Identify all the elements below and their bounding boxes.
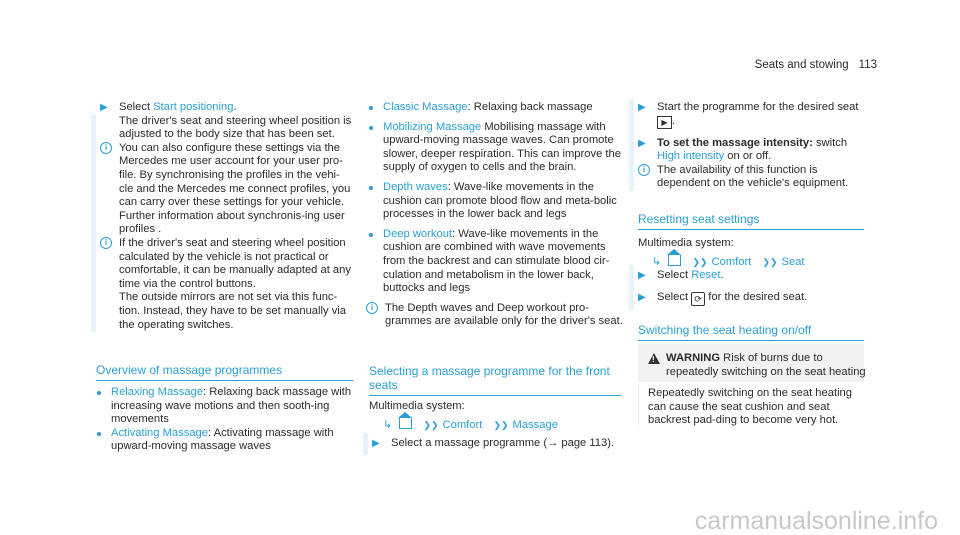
step-select-seat: ▶ Select ⟳ for the desired seat. xyxy=(629,291,892,306)
high-intensity-link[interactable]: High intensity xyxy=(657,150,725,163)
bullet-dot xyxy=(369,106,373,110)
hook-arrow-icon: ↳ xyxy=(383,418,393,431)
warning-icon: ! xyxy=(648,353,660,364)
info-manual-adapt: i If the driver's seat and steering wheel position calculated by the vehicle is not practical or comfortable, it can be manually adapted at any time via the control buttons. The outside mirrors are not set via this func-tion. Instead, they have to be set manually via the operating switches. xyxy=(91,237,353,332)
menu-massage[interactable]: Massage xyxy=(512,418,558,431)
info-icon: i xyxy=(100,237,112,249)
section-title: Seats and stowing xyxy=(754,59,849,71)
page-number: 113 xyxy=(858,59,877,71)
heading-seat-heating: Switching the seat heating on/off xyxy=(638,323,864,341)
play-button-icon[interactable]: ▶ xyxy=(657,116,672,129)
step-select-programme: ▶ Select a massage programme (→ page 113). xyxy=(363,437,651,451)
multimedia-label: Multimedia system: xyxy=(369,400,465,412)
double-chevron-icon: ❯❯ xyxy=(692,256,708,267)
watermark: carmanualsonline.info xyxy=(694,507,938,535)
menu-seat[interactable]: Seat xyxy=(781,255,805,268)
step-arrow-icon: ▶ xyxy=(638,137,646,149)
multimedia-label: Multimedia system: xyxy=(638,237,734,249)
home-icon[interactable] xyxy=(399,418,412,429)
bullet-mobilizing-massage: Mobilizing Massage Mobilising massage with upward-moving massage waves. Can promote slower, deeper respiration. This can improve the supply of oxygen to cells and the brain. xyxy=(363,121,623,175)
menu-path xyxy=(369,417,623,433)
warning-body: Repeatedly switching on the seat heating can cause the seat cushion and seat backrest pad-ding to become very hot. xyxy=(648,387,852,427)
warning-box: ! WARNING Risk of burns due to repeatedly switching on the seat heating Repeatedly switching on the seat heating can cause the seat cushion and seat backrest pad-ding to become very hot. xyxy=(638,344,864,429)
step-select-reset: ▶ Select Reset. xyxy=(629,269,892,283)
seat-reset-icon[interactable]: ⟳ xyxy=(691,292,705,306)
heading-reset-seat: Resetting seat settings xyxy=(638,212,864,230)
double-chevron-icon: ❯❯ xyxy=(762,256,778,267)
reset-link[interactable]: Reset xyxy=(691,269,721,281)
bullet-deep-workout: Deep workout: Wave-like movements in the cushion are combined with wave movements from the backrest and can stimulate blood cir-culation and metabolism in the lower back, buttocks and legs xyxy=(363,228,623,296)
double-chevron-icon: ❯❯ xyxy=(493,419,509,430)
bullet-depth-waves: Depth waves: Wave-like movements in the cushion can promote blood flow and meta-bolic processes in the lower back and legs xyxy=(363,181,623,222)
info-availability: i The availability of this function is dependent on the vehicle's equipment. xyxy=(629,164,864,191)
double-chevron-icon: ❯❯ xyxy=(423,419,439,430)
page-ref-arrow-icon: → xyxy=(547,437,562,449)
step-arrow-icon: ▶ xyxy=(638,270,646,281)
page-reference[interactable]: page 113 xyxy=(561,437,608,449)
hook-arrow-icon: ↳ xyxy=(652,255,662,268)
bullet-relaxing-massage: Relaxing Massage: Relaxing back massage with increasing wave motions and then sooth-ing movements xyxy=(91,386,353,427)
info-synchronise: i You can also configure these settings via the Mercedes me user account for your user pro-file. By synchronising the profiles in the vehi-cle and the Mercedes me connect profiles, you can carry over these settings for your vehicle. Further information about synchronis-ing user profiles . xyxy=(91,142,353,237)
page-header xyxy=(755,59,877,73)
bullet-activating-massage: Activating Massage: Activating massage with upward-moving massage waves xyxy=(91,427,353,454)
step-massage-intensity: ▶ To set the massage intensity: switch High intensity on or off. xyxy=(629,137,864,164)
home-icon[interactable] xyxy=(668,255,681,266)
step-arrow-icon: ▶ xyxy=(638,292,646,303)
step-start-positioning: ▶ Select Start positioning. The driver's seat and steering wheel position is adjusted to the body size that has been set. xyxy=(91,101,353,142)
step-arrow-icon: ▶ xyxy=(372,438,380,449)
info-depth-driver: i The Depth waves and Deep workout pro-grammes are available only for the driver's seat. xyxy=(363,302,623,329)
bullet-dot xyxy=(97,391,101,395)
menu-comfort[interactable]: Comfort xyxy=(442,418,483,431)
step-result: The driver's seat and steering wheel position is adjusted to the body size that has been set. xyxy=(119,114,352,141)
heading-select-massage: Selecting a massage programme for the front seats xyxy=(369,364,621,396)
bullet-dot xyxy=(369,186,373,190)
info-icon: i xyxy=(100,142,112,154)
menu-comfort[interactable]: Comfort xyxy=(711,255,752,268)
start-positioning-link[interactable]: Start positioning xyxy=(153,101,234,113)
bullet-classic-massage: Classic Massage: Relaxing back massage xyxy=(363,101,623,115)
step-arrow-icon: ▶ xyxy=(638,102,646,113)
bullet-dot xyxy=(369,233,373,237)
menu-path xyxy=(638,254,864,270)
step-arrow-icon: ▶ xyxy=(100,102,108,113)
info-icon: i xyxy=(638,164,650,176)
bullet-dot xyxy=(369,126,373,130)
info-icon: i xyxy=(366,302,378,314)
bullet-dot xyxy=(97,432,101,436)
step-start-programme: ▶ Start the programme for the desired seat ▶ . xyxy=(629,101,864,129)
heading-overview-massage: Overview of massage programmes xyxy=(96,363,353,381)
